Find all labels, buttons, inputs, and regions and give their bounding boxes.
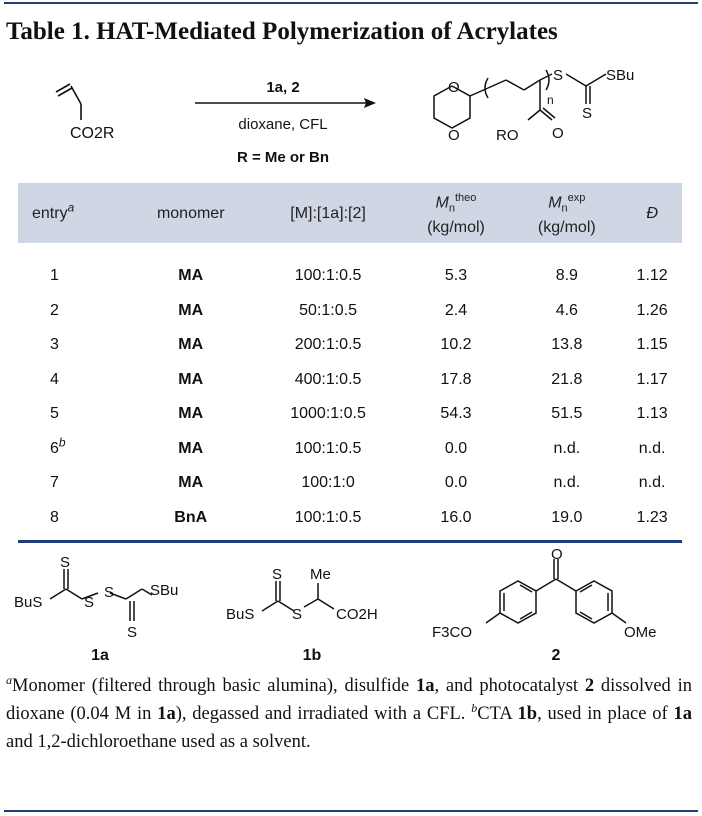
dispersity-cell: 1.12 — [636, 267, 668, 285]
s2-ome: OMe — [624, 624, 657, 641]
mn-exp-cell: 51.5 — [551, 405, 583, 423]
s1a-bus: BuS — [14, 594, 43, 611]
s1b-top-s: S — [272, 566, 283, 583]
table-row — [18, 501, 682, 542]
table-row — [18, 397, 682, 432]
product-thione-s-label: S — [582, 105, 593, 122]
structure-2 — [486, 559, 626, 623]
reagents-label: 1a, 2 — [266, 79, 300, 96]
product-s-label: S — [553, 67, 564, 84]
mn-exp-cell: 4.6 — [555, 301, 578, 319]
s2-o: O — [551, 546, 563, 563]
mn-exp-cell: 8.9 — [555, 267, 578, 285]
mn-theo-cell: 10.2 — [440, 336, 472, 354]
header-mn-exp: $M_n^{exp}$ (kg/mol) — [537, 191, 596, 237]
mn-exp-cell: 19.0 — [551, 508, 583, 526]
dioxane-o-top: O — [448, 79, 460, 96]
table-row — [18, 328, 682, 363]
entry-cell: 1 — [50, 267, 59, 285]
entry-cell: 8 — [50, 508, 59, 526]
ratio-cell: 100:1:0.5 — [294, 439, 362, 457]
product-ester-label: RO — [496, 127, 519, 144]
dispersity-cell: 1.13 — [636, 405, 668, 423]
product-sbu-label: SBu — [606, 67, 635, 84]
mn-theo-cell: 0.0 — [444, 474, 468, 492]
dispersity-cell: 1.23 — [636, 508, 668, 526]
footnote-a-mark: a — [6, 672, 12, 687]
monomer-cell: MA — [178, 370, 204, 388]
mn-theo-cell: 5.3 — [444, 267, 468, 285]
monomer-cell: MA — [178, 336, 204, 354]
s1b-bus: BuS — [226, 606, 255, 623]
monomer-cell: BnA — [174, 508, 208, 526]
mn-theo-cell: 54.3 — [440, 405, 472, 423]
s1a-sbu: SBu — [150, 582, 179, 599]
s2-label: 2 — [551, 647, 561, 664]
s1b-s: S — [292, 606, 303, 623]
s2-f3co: F3CO — [432, 624, 473, 641]
table-header-row — [18, 183, 682, 243]
s1b-label: 1b — [302, 647, 322, 664]
conditions-label: dioxane, CFL — [238, 116, 328, 133]
monomer-cell: MA — [178, 301, 204, 319]
structure-1a — [50, 569, 152, 621]
s1a-label: 1a — [91, 647, 109, 664]
table-footnotes: $^a$Monomer (filtered through basic alumina), disulfide 1a, and photocatalyst 2 dissolved in dioxane (0.04 M in 1a), degassed and irradiated with a CFL. $^b$CTA 1b, used in place of 1a and 1,2-dichloroethane used as a solvent. — [6, 672, 693, 752]
footnote-b-mark: b — [471, 700, 478, 715]
mn-exp-cell: n.d. — [553, 474, 581, 492]
mn-theo-cell: 16.0 — [440, 508, 472, 526]
mn-exp-cell: 21.8 — [551, 370, 583, 388]
dispersity-cell: 1.26 — [636, 301, 668, 319]
s1a-s2: S — [104, 584, 115, 601]
entry-cell: 3 — [50, 336, 59, 354]
mn-exp-cell: 13.8 — [551, 336, 583, 354]
monomer-cell: MA — [178, 405, 204, 423]
ratio-cell: 400:1:0.5 — [294, 370, 362, 388]
ratio-cell: 200:1:0.5 — [294, 336, 362, 354]
s1b-me: Me — [310, 566, 331, 583]
bottom-rule — [4, 810, 698, 812]
top-rule — [4, 2, 698, 4]
reactant-ester-label: CO2R — [70, 125, 115, 142]
ratio-cell: 100:1:0.5 — [294, 267, 362, 285]
s1a-top-s: S — [60, 554, 71, 571]
mn-theo-cell: 0.0 — [444, 439, 468, 457]
r-groups-label: R = Me or Bn — [236, 149, 330, 166]
ratio-cell: 1000:1:0.5 — [290, 405, 366, 423]
polymer-product — [434, 70, 606, 128]
monomer-cell: MA — [178, 439, 204, 457]
table-row — [18, 363, 682, 398]
header-mn-theo: $M_n^{theo}$ (kg/mol) — [427, 191, 485, 237]
product-carbonyl-o-label: O — [552, 125, 564, 142]
mn-theo-cell: 2.4 — [444, 301, 468, 319]
header-ratio: [M]:[1a]:[2] — [290, 204, 366, 222]
monomer-cell: MA — [178, 474, 204, 492]
entry-cell: 2 — [50, 301, 59, 319]
entry-cell: 6$^b$ — [50, 435, 66, 457]
header-dispersity: Đ — [646, 204, 658, 222]
dispersity-cell: 1.17 — [636, 370, 668, 388]
monomer-cell: MA — [178, 267, 204, 285]
acrylate-reactant — [56, 84, 81, 120]
entry-cell: 4 — [50, 370, 59, 388]
table-bottom-rule — [18, 540, 682, 543]
table-row — [18, 432, 682, 467]
dioxane-o-bottom: O — [448, 127, 460, 144]
repeat-n-label: n — [547, 93, 554, 107]
dispersity-cell: n.d. — [638, 474, 666, 492]
header-entry: entry$^a$ — [32, 200, 75, 222]
ratio-cell: 100:1:0 — [301, 474, 355, 492]
s1a-s1: S — [84, 594, 95, 611]
table-row — [18, 466, 682, 501]
s1b-co2h: CO2H — [336, 606, 378, 623]
structures-panel — [0, 545, 702, 665]
table-title: Table 1. HAT-Mediated Polymerization of Acrylates — [6, 18, 558, 45]
dispersity-cell: n.d. — [638, 439, 666, 457]
header-monomer: monomer — [156, 204, 225, 222]
entry-cell: 7 — [50, 474, 59, 492]
reaction-scheme — [0, 66, 702, 182]
dispersity-cell: 1.15 — [636, 336, 668, 354]
reaction-arrow — [195, 98, 376, 108]
ratio-cell: 50:1:0.5 — [299, 301, 357, 319]
table-row — [18, 243, 682, 294]
results-table — [18, 183, 682, 541]
ratio-cell: 100:1:0.5 — [294, 508, 362, 526]
s1a-bottom-s: S — [127, 624, 138, 641]
mn-theo-cell: 17.8 — [440, 370, 472, 388]
entry-cell: 5 — [50, 405, 59, 423]
table-row — [18, 294, 682, 329]
mn-exp-cell: n.d. — [553, 439, 581, 457]
